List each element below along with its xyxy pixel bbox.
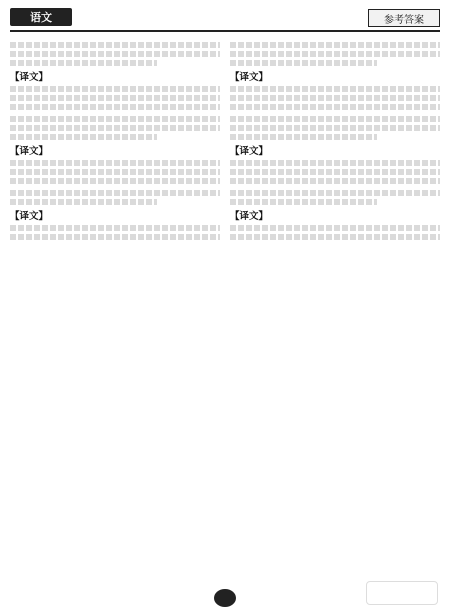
left-column (10, 38, 220, 586)
text-line-placeholder (10, 125, 220, 131)
text-line-placeholder (230, 178, 440, 184)
translation-tag: 【译文】 (230, 146, 269, 157)
text-line-placeholder (10, 60, 157, 66)
text-line-placeholder (10, 234, 220, 240)
answer-key-tab: 参考答案 (368, 9, 440, 27)
text-line-placeholder (230, 42, 440, 48)
text-line-placeholder (10, 178, 220, 184)
translation-tag: 【译文】 (230, 211, 269, 222)
text-line-placeholder (10, 190, 220, 196)
section (10, 42, 220, 110)
text-line-placeholder (230, 225, 440, 231)
page-number (214, 589, 236, 607)
translation-tag: 【译文】 (10, 146, 49, 157)
text-line-placeholder (10, 86, 220, 92)
text-line-placeholder (10, 51, 220, 57)
text-line-placeholder (10, 95, 220, 101)
text-line-placeholder (230, 199, 377, 205)
text-line-placeholder (10, 225, 220, 231)
section (230, 190, 440, 240)
section (230, 116, 440, 184)
watermark-logo (366, 581, 438, 605)
text-line-placeholder (10, 104, 220, 110)
page-header (10, 6, 440, 32)
subject-tab: 语文 (10, 8, 72, 26)
text-line-placeholder (230, 169, 440, 175)
right-column (230, 38, 440, 586)
text-line-placeholder (230, 104, 440, 110)
translation-tag: 【译文】 (10, 72, 49, 83)
translation-tag: 【译文】 (230, 72, 269, 83)
section (230, 42, 440, 110)
text-line-placeholder (230, 160, 440, 166)
text-line-placeholder (10, 134, 157, 140)
section (10, 116, 220, 184)
section (10, 190, 220, 240)
text-line-placeholder (230, 116, 440, 122)
text-line-placeholder (230, 190, 440, 196)
text-line-placeholder (230, 234, 440, 240)
text-line-placeholder (230, 95, 440, 101)
text-line-placeholder (230, 60, 377, 66)
text-line-placeholder (230, 134, 377, 140)
text-line-placeholder (10, 199, 157, 205)
text-line-placeholder (10, 160, 220, 166)
content-columns (10, 38, 440, 586)
text-line-placeholder (230, 125, 440, 131)
text-line-placeholder (10, 116, 220, 122)
text-line-placeholder (230, 51, 440, 57)
translation-tag: 【译文】 (10, 211, 49, 222)
text-line-placeholder (10, 42, 220, 48)
text-line-placeholder (230, 86, 440, 92)
text-line-placeholder (10, 169, 220, 175)
